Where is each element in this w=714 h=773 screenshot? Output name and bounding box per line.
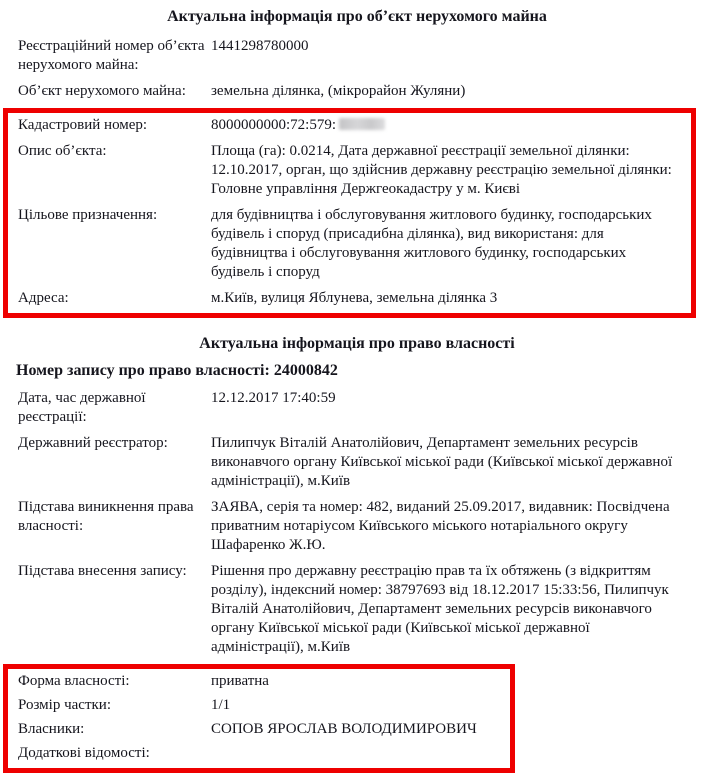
redaction-blur — [339, 118, 385, 130]
section-title-object: Актуальна інформація про об’єкт нерухомого майна — [167, 8, 547, 25]
field-label: Адреса: — [18, 290, 69, 306]
row-state-registrar — [0, 434, 714, 491]
field-label: Державний реєстратор: — [18, 435, 168, 451]
field-label: Опис об’єкта: — [18, 143, 107, 159]
field-value: для будівництва і обслуговування житлового будинку, господарських будівель і споруд (присадибна ділянка), вид використаня: для будівництва і обслуговування житлового будинку, господарських будівель і споруд — [211, 207, 652, 280]
field-value: СОПОВ ЯРОСЛАВ ВОЛОДИМИРОВИЧ — [211, 721, 477, 737]
field-label: Підстава виникнення права власності: — [18, 499, 194, 534]
row-record-entry-ground — [0, 562, 714, 657]
field-value: м.Київ, вулиця Яблунева, земельна ділянка 3 — [211, 290, 498, 306]
row-address — [18, 289, 691, 308]
row-registration-number — [0, 37, 714, 75]
row-object-description — [18, 142, 691, 199]
field-value: Рішення про державну реєстрацію прав та їх обтяжень (з відкриттям розділу), індексний номер: 38797693 від 18.12.2017 15:33:56, Пилипчук Віталій Анатолійович, Департамент земельних ресурсів виконавчого органу Київської міської ради (Київської міської державної адміністрації), м.Київ — [211, 563, 669, 655]
field-value: 1441298780000 — [211, 38, 309, 54]
field-label: Форма власності: — [18, 673, 130, 689]
highlight-box-object — [3, 108, 696, 318]
ownership-plain-rows — [0, 389, 714, 657]
field-label: Цільове призначення: — [18, 207, 158, 223]
object-plain-rows — [0, 37, 714, 101]
ownership-record-number: Номер запису про право власності: 24000842 — [16, 362, 338, 379]
field-label: Реєстраційний номер об’єкта нерухомого майна: — [18, 38, 205, 73]
field-label: Кадастровий номер: — [18, 117, 148, 133]
field-label: Розмір частки: — [18, 697, 111, 713]
field-value: 1/1 — [211, 697, 231, 713]
row-designated-purpose — [18, 206, 691, 282]
field-label: Власники: — [18, 721, 85, 737]
row-ownership-form — [18, 672, 510, 691]
row-share-size — [18, 696, 510, 715]
highlight-box-ownership — [3, 664, 515, 773]
field-label: Об’єкт нерухомого майна: — [18, 83, 186, 99]
field-value: Площа (га): 0.0214, Дата державної реєстрації земельної ділянки: 12.10.2017, орган, що здійснив державну реєстрацію земельної ділянки: Головне управління Держгеокадастру у м. Києві — [211, 143, 672, 197]
field-label: Додаткові відомості: — [18, 745, 150, 761]
field-value: земельна ділянка, (мікрорайон Жуляни) — [211, 83, 466, 99]
field-label: Підстава внесення запису: — [18, 563, 187, 579]
row-additional-info — [18, 744, 510, 763]
field-value: ЗАЯВА, серія та номер: 482, виданий 25.09.2017, видавник: Посвідчена приватним нотаріусом Київського міського нотаріального округу Шафаренко Ж.Ю. — [211, 499, 670, 553]
row-object-type — [0, 82, 714, 101]
row-registration-datetime — [0, 389, 714, 427]
section-title-ownership: Актуальна інформація про право власності — [199, 335, 515, 352]
field-value: 12.12.2017 17:40:59 — [211, 390, 336, 406]
field-value: Пилипчук Віталій Анатолійович, Департамент земельних ресурсів виконавчого органу Київської міської ради (Київської міської державної адміністрації), м.Київ — [211, 435, 673, 489]
row-ownership-ground — [0, 498, 714, 555]
cadastral-number-text: 8000000000:72:579: — [211, 117, 337, 133]
row-cadastral-number — [18, 116, 691, 135]
field-label: Дата, час державної реєстрації: — [18, 390, 146, 425]
field-value: приватна — [211, 673, 269, 689]
field-value — [211, 116, 676, 135]
row-owners — [18, 720, 510, 739]
